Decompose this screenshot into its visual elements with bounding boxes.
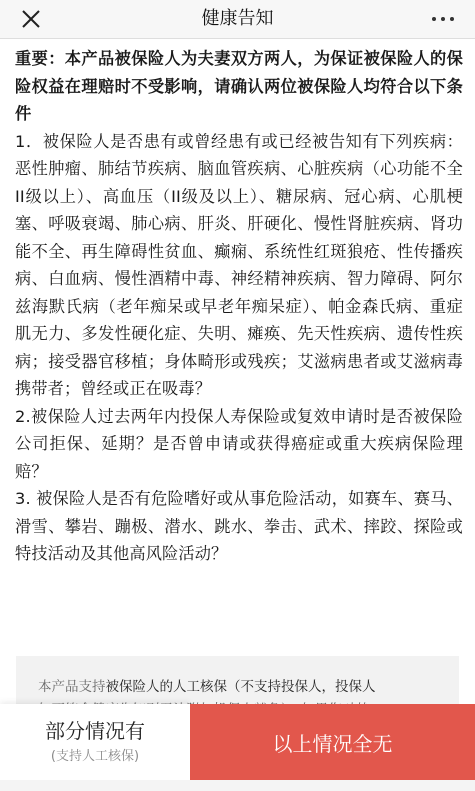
action-bar (0, 704, 475, 780)
none-condition-button[interactable]: 以上情况全无 (190, 704, 475, 780)
close-icon[interactable] (18, 6, 44, 32)
more-dots-icon[interactable] (423, 6, 463, 32)
bottom-strip (0, 780, 475, 791)
important-notice: 重要：本产品被保险人为夫妻双方两人，为保证被保险人的保险权益在理赔时不受影响，请确认两位被保险人均符合以下条件 (15, 49, 463, 123)
partial-condition-button[interactable] (0, 704, 190, 780)
notice-item-3: 3. 被保险人是否有危险嗜好或从事危险活动，如赛车、赛马、滑雪、攀岩、蹦极、潜水、跳水、拳击、武术、摔跤、探险或特技活动及其他高风险活动？ (15, 489, 463, 563)
support-note-prefix: 本产品支持 (38, 679, 106, 695)
notice-item-2: 2.被保险人过去两年内投保人寿保险或复效申请时是否被保险公司拒保、延期？是否曾申请或获得癌症或重大疾病保险理赔？ (15, 406, 463, 481)
support-note-emphasis: 被保险人的人工核保（不支持投保人，投保人 (105, 679, 376, 695)
navbar (0, 0, 475, 39)
health-notice-content (0, 38, 475, 650)
partial-condition-label: 部分情况有 (45, 719, 145, 743)
notice-item-1: 1．被保险人是否患有或曾经患有或已经被告知有下列疾病：恶性肿瘤、肺结节疾病、脑血管疾病、心脏疾病（心功能不全II级以上）、高血压（II级及以上）、糖尿病、冠心病、心肌梗塞、呼吸衰竭、肺心病、肝炎、肝硬化、慢性肾脏疾病、肾功能不全、再生障碍性贫血、癫痫、系统性红斑狼疮、性传播疾病、白血病、慢性酒精中毒、神经精神疾病、智力障碍、阿尔兹海默氏病（老年痴呆或早老年痴呆症）、帕金森氏病、重症肌无力、多发性硬化症、失明、瘫痪、先天性疾病、遗传性疾病；接受器官移植；身体畸形或残疾；艾滋病患者或艾滋病毒携带者；曾经或正在吸毒？ (15, 131, 463, 398)
manual-underwriting-hint: (支持人工核保) (50, 749, 140, 764)
page-title: 健康告知 (201, 8, 274, 29)
